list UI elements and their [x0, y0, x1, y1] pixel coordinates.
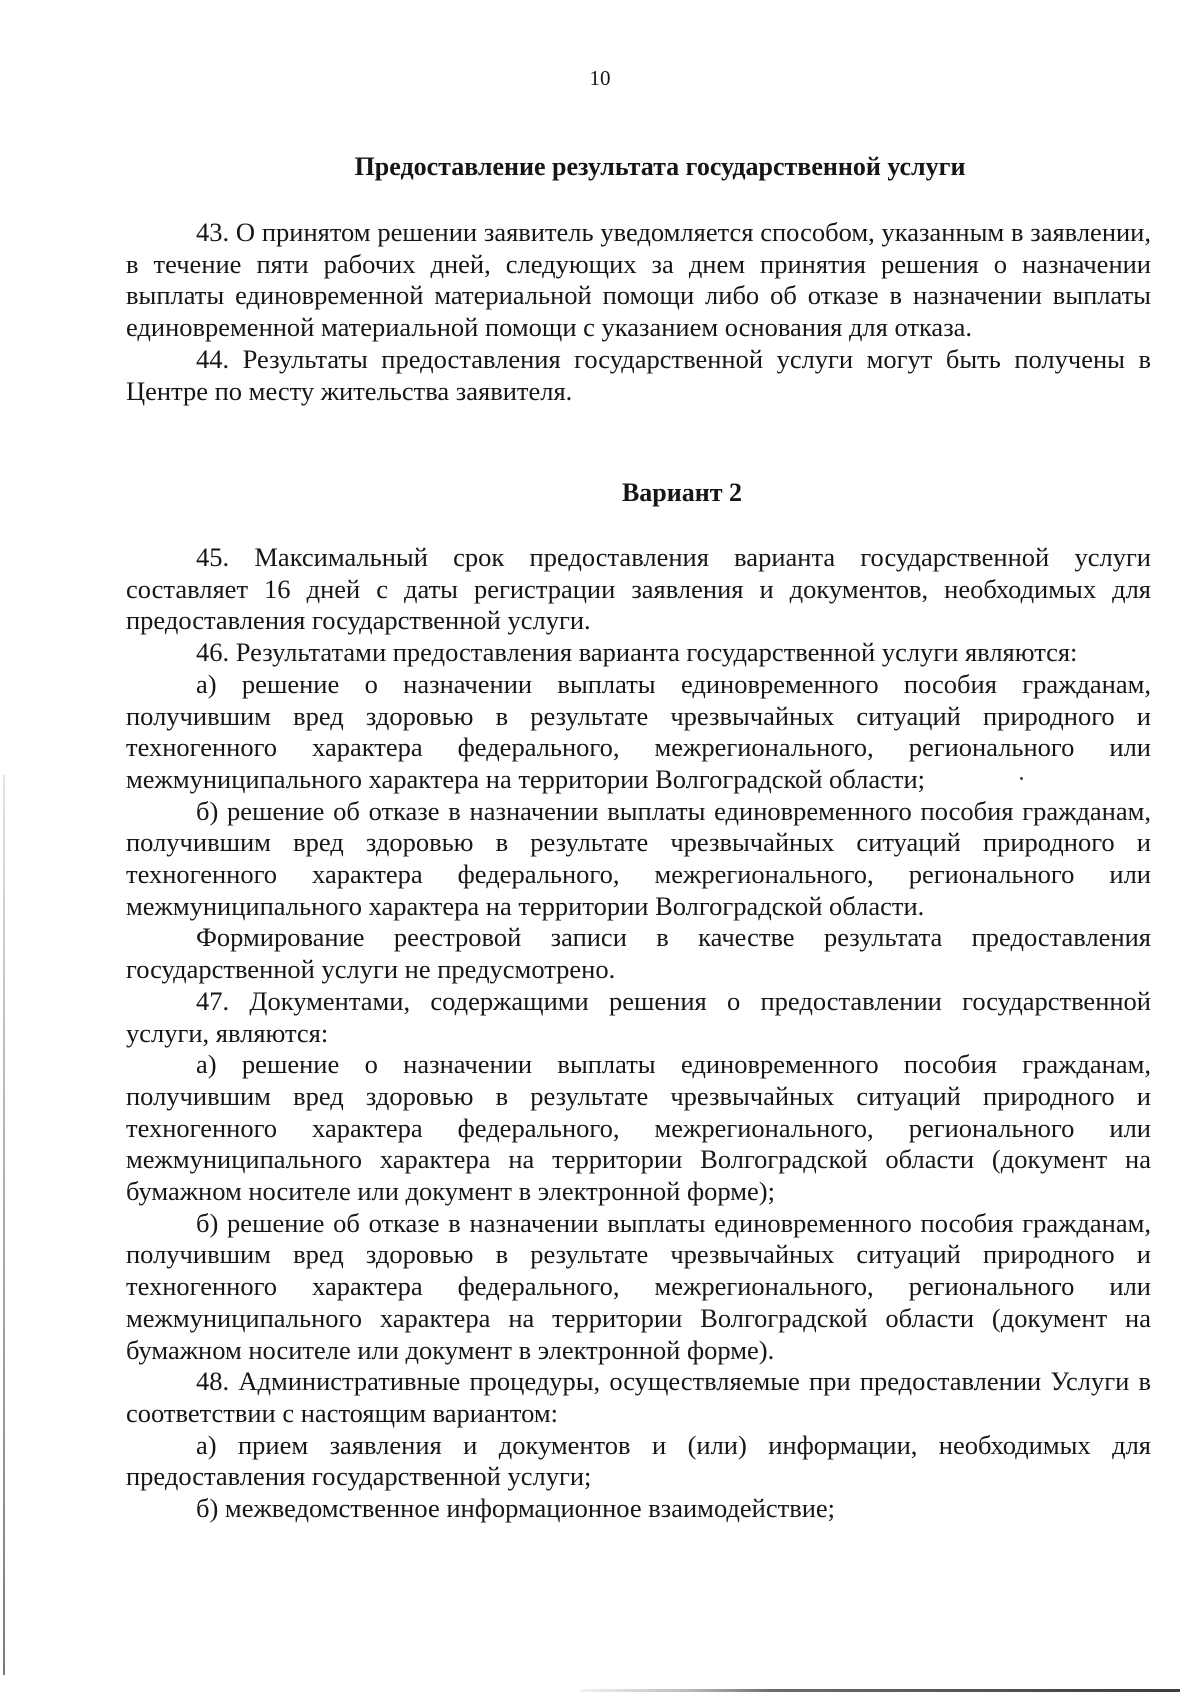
section-variant-2-body — [126, 542, 1151, 1525]
scan-speck — [1020, 777, 1023, 780]
paragraph-registry-note: Формирование реестровой записи в качестве результата предоставления государственной услуги не предусмотрено. — [126, 922, 1151, 985]
paragraph-46: 46. Результатами предоставления варианта государственной услуги являются: — [196, 637, 1078, 668]
section-heading-result: Предоставление результата государственной услуги — [354, 152, 966, 181]
paragraph-47-a: а) решение о назначении выплаты единовременного пособия гражданам, получившим вред здоровью в результате чрезвычайных ситуаций природного и техногенного характера федерального, межрегионального, регионального или межмуниципального характера на территории Волгоградской области (документ на бумажном носителе или документ в электронной форме); — [126, 1049, 1151, 1207]
paragraph-46-a: а) решение о назначении выплаты единовременного пособия гражданам, получившим вред здоровью в результате чрезвычайных ситуаций природного и техногенного характера федерального, межрегионального, регионального или межмуниципального характера на территории Волгоградской области; — [126, 668, 1151, 794]
paragraph-45: 45. Максимальный срок предоставления варианта государственной услуги составляет 16 дней с даты регистрации заявления и документов, необходимых для предоставления государственной услуги. — [126, 542, 1151, 636]
section-result-body — [126, 217, 1151, 407]
scan-edge-shadow-left — [3, 775, 5, 1675]
page-number: 10 — [589, 66, 611, 90]
paragraph-46-b: б) решение об отказе в назначении выплаты единовременного пособия гражданам, получившим вред здоровью в результате чрезвычайных ситуаций природного и техногенного характера федерального, межрегионального, регионального или межмуниципального характера на территории Волгоградской области. — [126, 795, 1151, 921]
paragraph-43: 43. О принятом решении заявитель уведомляется способом, указанным в заявлении, в течение пяти рабочих дней, следующих за днем принятия решения о назначении выплаты единовременной материальной помощи либо об отказе в назначении выплаты единовременной материальной помощи с указанием основания для отказа. — [126, 217, 1151, 343]
paragraph-48-b: б) межведомственное информационное взаимодействие; — [196, 1493, 836, 1524]
paragraph-47: 47. Документами, содержащими решения о предоставлении государственной услуги, являются: — [126, 985, 1151, 1048]
scan-edge-shadow-bottom — [580, 1689, 1180, 1692]
paragraph-48: 48. Административные процедуры, осуществляемые при предоставлении Услуги в соответствии с настоящим вариантом: — [126, 1366, 1151, 1428]
paragraph-44: 44. Результаты предоставления государственной услуги могут быть получены в Центре по месту жительства заявителя. — [126, 343, 1151, 406]
section-heading-variant-2: Вариант 2 — [621, 478, 743, 507]
paragraph-47-b: б) решение об отказе в назначении выплаты единовременного пособия гражданам, получившим вред здоровью в результате чрезвычайных ситуаций природного и техногенного характера федерального, межрегионального, регионального или межмуниципального характера на территории Волгоградской области (документ на бумажном носителе или документ в электронной форме). — [126, 1207, 1151, 1365]
paragraph-48-a: а) прием заявления и документов и (или) информации, необходимых для предоставления государственной услуги; — [126, 1429, 1151, 1492]
